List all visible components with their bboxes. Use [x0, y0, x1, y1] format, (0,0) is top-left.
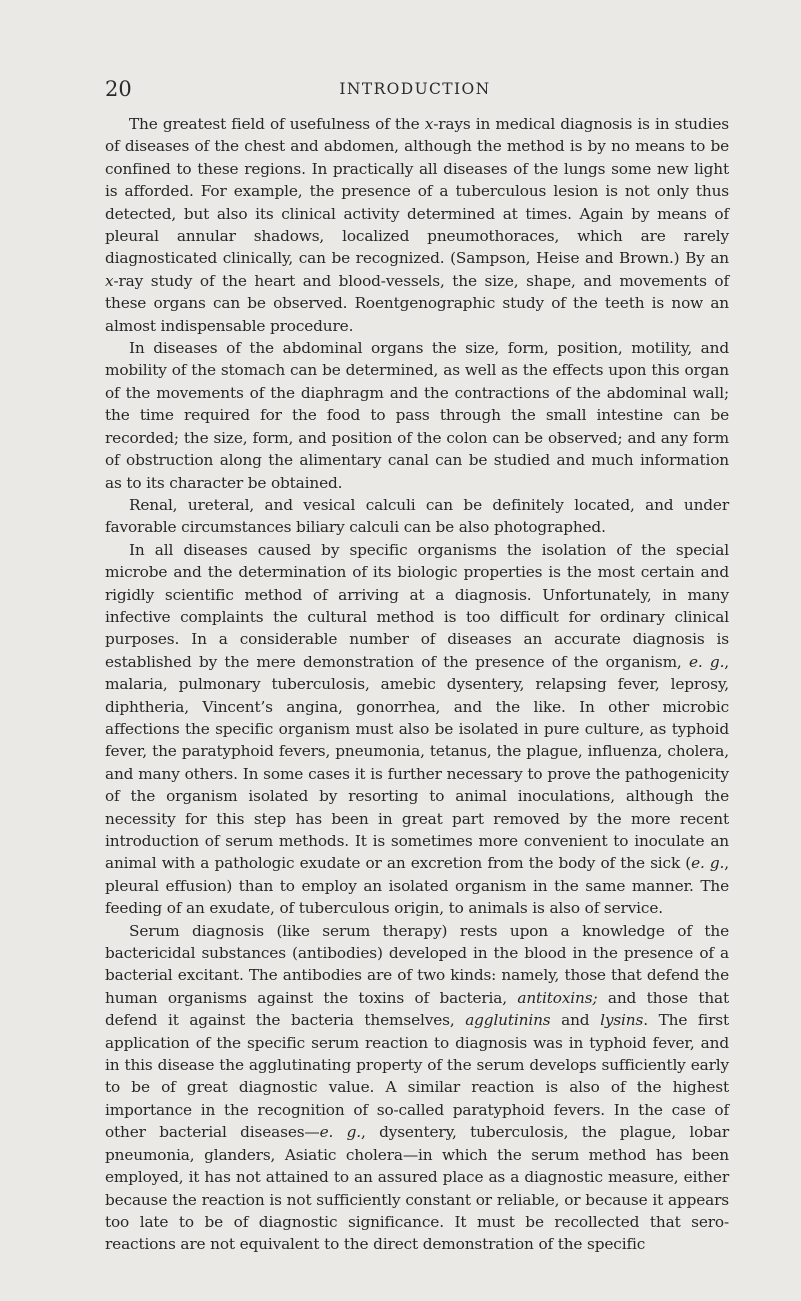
text-run: . The first application of the specific serum reaction to diagnosis was in typhoid fever, and in this disease the agglutinating property of the serum develops sufficiently early to be of great diagnostic value. A similar reaction is also of the highest importance in the recognition of so-called paratyphoid fevers. In the case of other bacterial diseases—: [105, 1011, 729, 1142]
text-run: Renal, ureteral, and vesical calculi can be definitely located, and under favorable circumstances biliary calculi can be also photographed.: [105, 495, 729, 537]
italic-text: x: [105, 271, 114, 290]
paragraph: [105, 337, 729, 494]
running-head: INTRODUCTION: [339, 80, 491, 98]
italic-text: e. g.: [691, 854, 725, 873]
text-run: In all diseases caused by specific organisms the isolation of the special microbe and the determination of its biologic properties is the most certain and rigidly scientific method of arriving at a diagnosis. Unfortunately, in many infective complaints the cultural method is too difficult for ordinary clinical purposes. In a considerable number of diseases an accurate diagnosis is established by the mere demonstration of the presence of the organism,: [105, 540, 729, 671]
italic-text: e. g.: [319, 1123, 361, 1142]
text-run: and those that defend it against the bacteria themselves,: [105, 988, 729, 1030]
text-run: In diseases of the abdominal organs the size, form, position, motility, and mobility of the stomach can be determined, as well as the effects upon this organ of the movements of the diaphragm and the contractions of the abdominal wall; the time required for the food to pass through the small intestine can be recorded; the size, form, and position of the colon can be observed; and any form of obstruction along the alimentary canal can be studied and much information as to its character be obtained.: [105, 339, 729, 492]
italic-text: antitoxins;: [517, 988, 598, 1007]
text-run: The greatest field of usefulness of the: [129, 115, 425, 133]
italic-text: lysins: [600, 1011, 644, 1030]
page-header: [105, 76, 725, 102]
paragraph: [105, 113, 729, 337]
paragraph: [105, 920, 729, 1256]
text-run: Serum diagnosis (like serum therapy) rests upon a knowledge of the bactericidal substances (antibodies) developed in the blood in the presence of a bacterial excitant. The antibodies are of two kinds: namely, those that defend the human organisms against the toxins of bacteria,: [105, 921, 729, 1007]
italic-text: e. g.: [688, 652, 725, 671]
body-text: [105, 113, 729, 1256]
paragraph: [105, 539, 729, 920]
text-run: -rays in medical diagnosis is in studies of diseases of the chest and abdomen, although the method is by no means to be confined to these regions. In practically all diseases of the lungs some new light is afforded. For example, the presence of a tuberculous lesion is not only thus detected, but also its clinical activity determined at times. Again by means of pleural annular shadows, localized pneumothoraces, which are rarely diagnosticated clinically, can be recognized. (Sampson, Heise and Brown.) By an: [105, 115, 729, 268]
text-run: , pleural effusion) than to employ an isolated organism in the same manner. The feeding of an exudate, of tuberculous origin, to animals is also of service.: [105, 854, 729, 918]
paragraph: [105, 494, 729, 539]
text-run: and: [550, 1011, 601, 1030]
text-run: , dysentery, tuberculosis, the plague, lobar pneumonia, glanders, Asiatic cholera—in which the serum method has been employed, it has not attained to an assured place as a diagnostic measure, either because the reaction is not sufficiently constant or reliable, or because it appears too late to be of diagnostic significance. It must be recollected that sero-reactions are not equivalent to the direct demonstration of the specific: [105, 1123, 730, 1254]
italic-text: agglutinins: [465, 1011, 551, 1030]
text-run: , malaria, pulmonary tuberculosis, amebic dysentery, relapsing fever, leprosy, diphtheria, Vincent’s angina, gonorrhea, and the like. In other microbic affections the specific organism must also be isolated in pure culture, as typhoid fever, the paratyphoid fevers, pneumonia, tetanus, the plague, influenza, cholera, and many others. In some cases it is further necessary to prove the pathogenicity of the organism isolated by resorting to animal inoculations, although the necessity for this step has been in great part removed by the more recent introduction of serum methods. It is sometimes more convenient to inoculate an animal with a pathologic exudate or an excretion from the body of the sick (: [105, 652, 729, 873]
text-run: -ray study of the heart and blood-vessels, the size, shape, and movements of these organs can be observed. Roentgenographic study of the teeth is now an almost indispensable procedure.: [105, 271, 729, 335]
page-number: 20: [105, 77, 132, 101]
italic-text: x: [424, 115, 434, 133]
